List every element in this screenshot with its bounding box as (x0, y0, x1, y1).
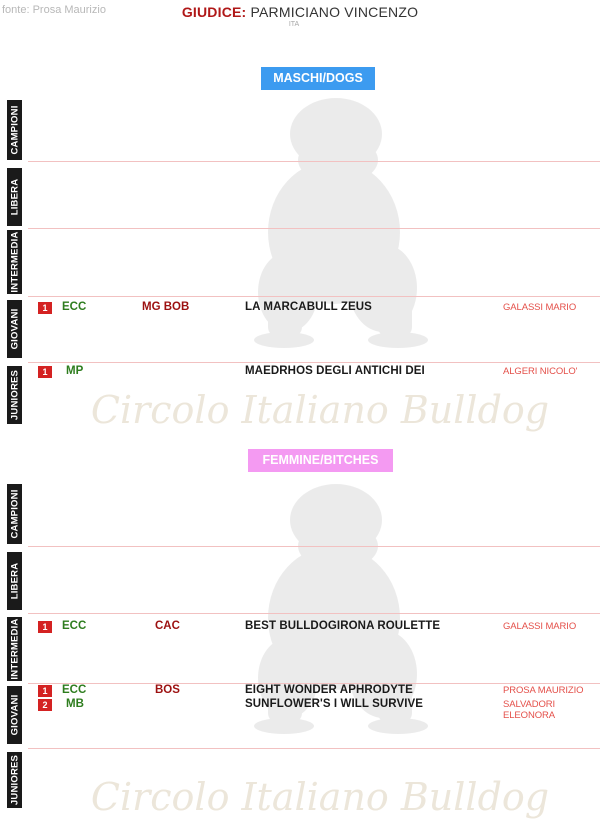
club-script-watermark-bottom: Circolo Italiano Bulldog (90, 775, 550, 819)
separator (28, 161, 600, 162)
title-award: CAC (155, 620, 180, 632)
judge-label: GIUDICE: (181, 4, 247, 20)
placing-badge: 1 (38, 685, 52, 697)
qualification: ECC (62, 301, 87, 313)
class-tab-giovani-females: GIOVANI (7, 686, 22, 744)
qualification: MP (66, 365, 84, 377)
title-award: BOS (155, 684, 180, 696)
class-tab-libera-females: LIBERA (7, 552, 22, 610)
class-tab-libera-males: LIBERA (7, 168, 22, 226)
females-header: FEMMINE/BITCHES (248, 449, 393, 472)
owner-name: PROSA MAURIZIO (503, 685, 584, 696)
result-row (0, 302, 600, 316)
class-tab-giovani-males: GIOVANI (7, 300, 22, 358)
judge-line (0, 4, 600, 20)
result-row (0, 621, 600, 635)
qualification: ECC (62, 620, 87, 632)
placing-badge: 1 (38, 302, 52, 314)
judge-country: ITA (288, 21, 300, 28)
class-tab-campioni-females: CAMPIONI (7, 484, 22, 544)
placing-badge: 2 (38, 699, 52, 711)
qualification: ECC (62, 684, 87, 696)
owner-name: SALVADORI ELEONORA (503, 699, 556, 721)
owner-name: ALGERI NICOLO' (503, 366, 578, 377)
dog-name: SUNFLOWER'S I WILL SURVIVE (245, 698, 424, 710)
class-tab-intermedia-males: INTERMEDIA (9, 231, 20, 293)
class-tab-campioni-males: CAMPIONI (7, 100, 22, 160)
class-tab-juniores-males: JUNIORES (7, 366, 22, 424)
separator (28, 613, 600, 614)
result-row (0, 366, 600, 380)
separator (28, 546, 600, 547)
separator (28, 748, 600, 749)
owner-name: GALASSI MARIO (503, 621, 577, 632)
placing-badge: 1 (38, 621, 52, 633)
source-credit: fonte: Prosa Maurizio (2, 4, 106, 16)
separator (28, 228, 600, 229)
judge-name: PARMICIANO VINCENZO (250, 4, 419, 20)
dog-name: MAEDRHOS DEGLI ANTICHI DEI (245, 365, 425, 377)
class-tab-intermedia-females: INTERMEDIA (9, 618, 20, 680)
placing-badge: 1 (38, 366, 52, 378)
dog-name: LA MARCABULL ZEUS (245, 301, 372, 313)
separator (28, 296, 600, 297)
dog-name: EIGHT WONDER APHRODYTE (245, 684, 413, 696)
separator (28, 362, 600, 363)
class-tab-juniores-females: JUNIORES (7, 752, 22, 808)
result-row (0, 685, 600, 699)
dog-name: BEST BULLDOGIRONA ROULETTE (245, 620, 441, 632)
club-script-watermark-top: Circolo Italiano Bulldog (90, 388, 550, 432)
owner-name: GALASSI MARIO (503, 302, 577, 313)
qualification: MB (66, 698, 84, 710)
title-award: MG BOB (142, 301, 190, 313)
males-header: MASCHI/DOGS (261, 67, 375, 90)
